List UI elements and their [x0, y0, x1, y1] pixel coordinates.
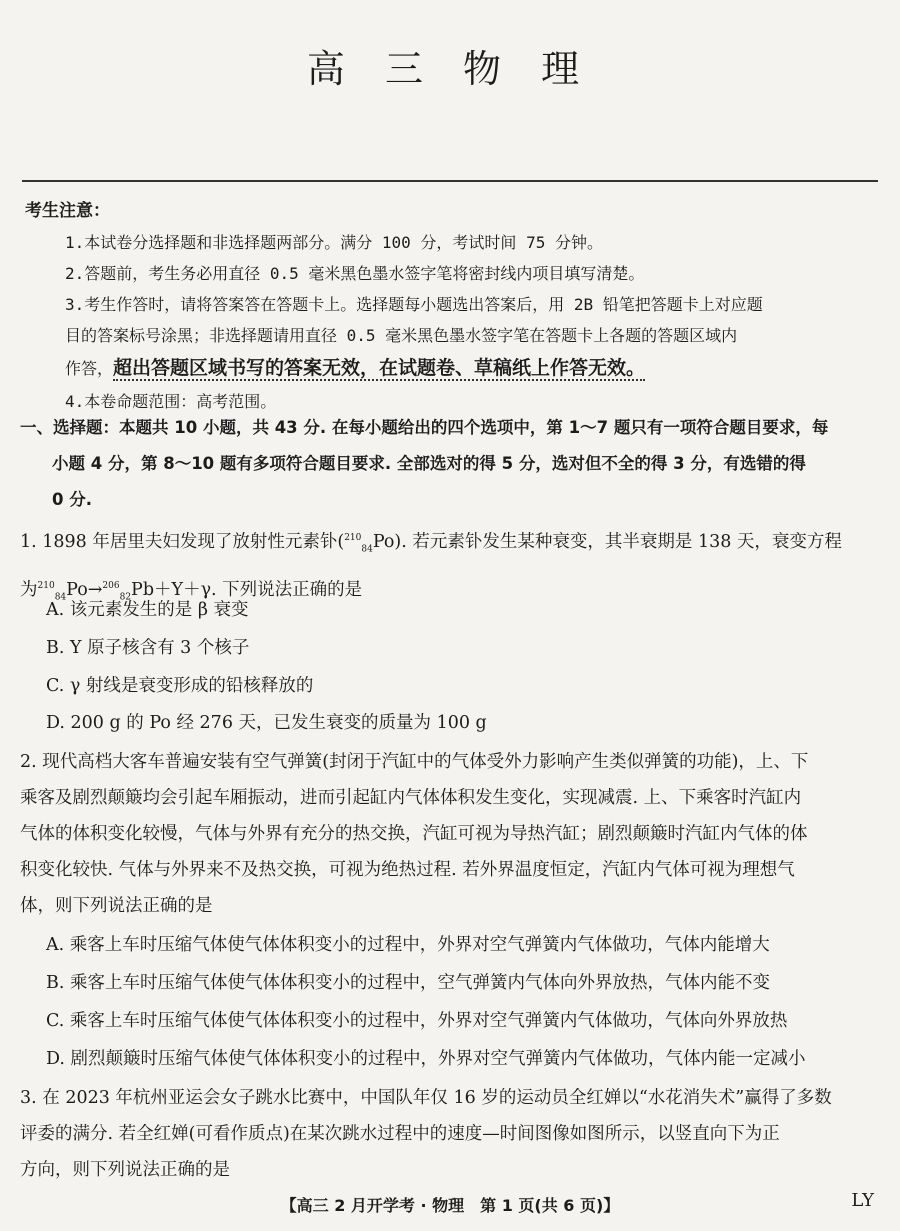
- section-1-line-1: 一、选择题：本题共 10 小题，共 43 分. 在每小题给出的四个选项中，第 1～7 题只有一项符合题目要求，每: [20, 418, 829, 437]
- notice-heading: 考生注意：: [25, 201, 110, 221]
- po-atomic-number-eq: 84: [54, 592, 67, 602]
- q1-option-b: B. Y 原子核含有 3 个核子: [46, 638, 250, 658]
- notice-item-3-prefix: 作答，: [65, 359, 114, 378]
- pb-atomic-number: 82: [119, 592, 132, 602]
- page-footer: 【高三 2 月开学考 · 物理 第 1 页(共 6 页)】: [280, 1196, 620, 1215]
- q1-text-c: 为: [20, 579, 38, 600]
- notice-item-3-cont: 目的答案标号涂黑；非选择题请用直径 0.5 毫米黑色墨水签字笔在答题卡上各题的答题区域内: [65, 326, 738, 345]
- notice-warning: 超出答题区域书写的答案无效，在试题卷、草稿纸上作答无效。: [113, 357, 646, 379]
- q2-option-c: C. 乘客上车时压缩气体使气体体积变小的过程中，外界对空气弹簧内气体做功，气体向外界放热: [46, 1011, 788, 1031]
- q2-option-a: A. 乘客上车时压缩气体使气体体积变小的过程中，外界对空气弹簧内气体做功，气体内能增大: [46, 935, 770, 955]
- q1-option-c: C. γ 射线是衰变形成的铅核释放的: [46, 676, 314, 696]
- question-2-line-5: 体，则下列说法正确的是: [20, 896, 213, 916]
- question-2-stem: [20, 744, 880, 924]
- po-mass-number-eq: 210: [37, 580, 55, 591]
- q2-option-b: B. 乘客上车时压缩气体使气体体积变小的过程中，空气弹簧内气体向外界放热，气体内能不变: [46, 973, 770, 993]
- section-1-instructions: [20, 410, 880, 518]
- section-1-line-2: 小题 4 分，第 8～10 题有多项符合题目要求. 全部选对的得 5 分，选对但不全的得 3 分，有选错的得: [52, 454, 806, 473]
- section-1-line-3: 0 分.: [52, 490, 92, 509]
- notice-item-1: 1.本试卷分选择题和非选择题两部分。满分 100 分，考试时间 75 分钟。: [65, 233, 603, 252]
- q1-text-b: Po). 若元素钋发生某种衰变，其半衰期是 138 天，衰变方程: [372, 532, 842, 552]
- q1-text-a: 1. 1898 年居里夫妇发现了放射性元素钋(: [20, 532, 345, 552]
- q1-option-a: A. 该元素发生的是 β 衰变: [46, 600, 249, 620]
- question-3-stem: [20, 1080, 880, 1188]
- po-mass-number: 210: [344, 533, 362, 543]
- question-2-line-3: 气体的体积变化较慢，气体与外界有充分的热交换，汽缸可视为导热汽缸；剧烈颠簸时汽缸内气体的体: [20, 824, 808, 844]
- notice-item-3: 3.考生作答时，请将答案答在答题卡上。选择题每小题选出答案后，用 2B 铅笔把答题卡上对应题: [65, 295, 763, 314]
- question-1-line-1: [20, 520, 880, 568]
- q1-text-d: Po→: [66, 579, 103, 600]
- q1-option-d: D. 200 g 的 Po 经 276 天，已发生衰变的质量为 100 g: [46, 713, 487, 733]
- q2-option-d: D. 剧烈颠簸时压缩气体使气体体积变小的过程中，外界对空气弹簧内气体做功，气体内能一定减小: [46, 1049, 806, 1069]
- question-2-line-2: 乘客及剧烈颠簸均会引起车厢振动，进而引起缸内气体体积发生变化，实现减震. 上、下乘客时汽缸内: [20, 788, 802, 808]
- notice-item-2: 2.答题前，考生务必用直径 0.5 毫米黑色墨水签字笔将密封线内项目填写清楚。: [65, 264, 645, 283]
- question-3-line-2: 评委的满分. 若全红婵(可看作质点)在某次跳水过程中的速度—时间图像如图所示，以竖直向下为正: [20, 1124, 780, 1144]
- question-3-line-1: 3. 在 2023 年杭州亚运会女子跳水比赛中，中国队年仅 16 岁的运动员全红婵以“水花消失术”赢得了多数: [20, 1088, 832, 1108]
- notice-item-4: 4.本卷命题范围：高考范围。: [65, 392, 277, 411]
- po-isotope: [344, 520, 373, 568]
- header-divider: [22, 180, 878, 182]
- question-2-line-4: 积变化较快. 气体与外界来不及热交换，可视为绝热过程. 若外界温度恒定，汽缸内气体可视为理想气: [20, 860, 795, 880]
- footer-code: LY: [851, 1190, 874, 1211]
- page-title: 高 三 物 理: [306, 47, 594, 91]
- candidate-notice: [25, 196, 875, 417]
- question-2-line-1: 2. 现代高档大客车普遍安装有空气弹簧(封闭于汽缸中的气体受外力影响产生类似弹簧的功能)，上、下: [20, 752, 809, 772]
- pb-mass-number: 206: [102, 580, 120, 591]
- q1-text-e: Pb＋Y＋γ. 下列说法正确的是: [131, 579, 363, 600]
- po-atomic-number: 84: [361, 544, 373, 555]
- question-3-line-3: 方向，则下列说法正确的是: [20, 1160, 230, 1180]
- notice-item-3-emphasis: [25, 351, 875, 386]
